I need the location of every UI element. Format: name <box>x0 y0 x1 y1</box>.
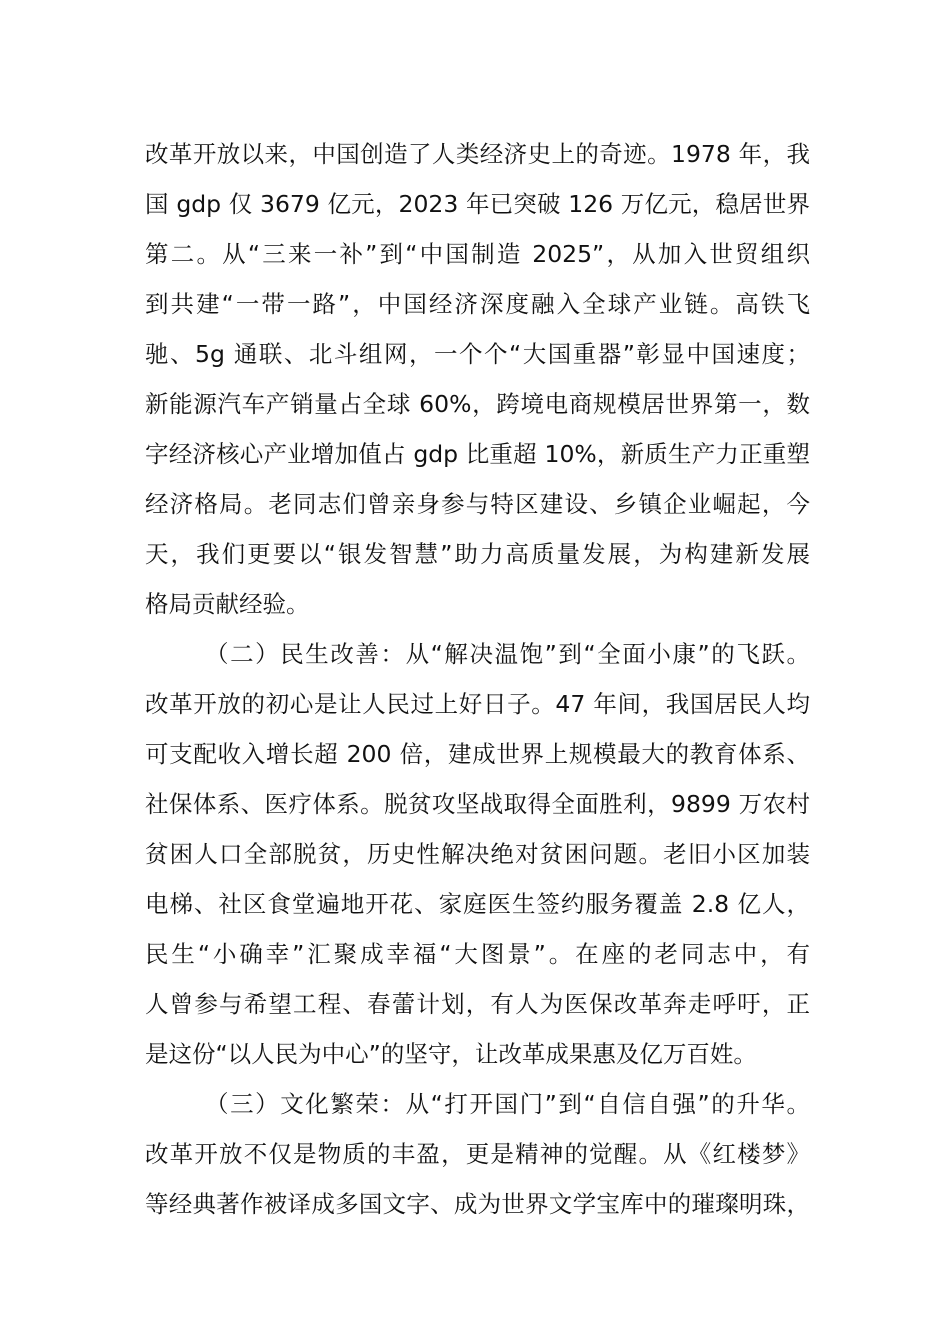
text-line: 贫困人口全部脱贫，历史性解决绝对贫困问题。老旧小区加装 <box>145 840 810 868</box>
paragraph-livelihood <box>145 629 810 1079</box>
text-line: 民生“小确幸”汇聚成幸福“大图景”。在座的老同志中，有 <box>145 940 810 968</box>
text-line: 社保体系、医疗体系。脱贫攻坚战取得全面胜利，9899 万农村 <box>145 790 810 818</box>
text-line: 第二。从“三来一补”到“中国制造 2025”，从加入世贸组织 <box>145 240 810 268</box>
text-line: 经济格局。老同志们曾亲身参与特区建设、乡镇企业崛起，今 <box>145 490 810 518</box>
section-heading-culture: （三）文化繁荣：从“打开国门”到“自信自强”的升华。 <box>205 1090 810 1118</box>
text-line: 改革开放的初心是让人民过上好日子。47 年间，我国居民人均 <box>145 690 810 718</box>
text-line: 到共建“一带一路”，中国经济深度融入全球产业链。高铁飞 <box>145 290 810 318</box>
text-line: 国 gdp 仅 3679 亿元，2023 年已突破 126 万亿元，稳居世界 <box>145 190 810 218</box>
text-line: 新能源汽车产销量占全球 60%，跨境电商规模居世界第一，数 <box>145 390 810 418</box>
text-line: 字经济核心产业增加值占 gdp 比重超 10%，新质生产力正重塑 <box>145 440 810 468</box>
text-line: 人曾参与希望工程、春蕾计划，有人为医保改革奔走呼吁，正 <box>145 990 810 1018</box>
text-line: 可支配收入增长超 200 倍，建成世界上规模最大的教育体系、 <box>145 740 810 768</box>
text-line: 改革开放以来，中国创造了人类经济史上的奇迹。1978 年，我 <box>145 140 810 168</box>
text-line: 天，我们更要以“银发智慧”助力高质量发展，为构建新发展 <box>145 540 810 568</box>
paragraph-culture <box>145 1079 810 1229</box>
paragraph-economy <box>145 129 810 629</box>
text-line: 电梯、社区食堂遍地开花、家庭医生签约服务覆盖 2.8 亿人， <box>145 890 810 918</box>
text-line: 改革开放不仅是物质的丰盈，更是精神的觉醒。从《红楼梦》 <box>145 1140 810 1168</box>
text-line: 驰、5g 通联、北斗组网，一个个“大国重器”彰显中国速度； <box>145 340 810 368</box>
text-line: 格局贡献经验。 <box>145 590 310 618</box>
section-heading-livelihood: （二）民生改善：从“解决温饱”到“全面小康”的飞跃。 <box>205 640 810 668</box>
document-body <box>145 129 810 1229</box>
text-line: 等经典著作被译成多国文字、成为世界文学宝库中的璀璨明珠， <box>145 1190 810 1218</box>
text-line: 是这份“以人民为中心”的坚守，让改革成果惠及亿万百姓。 <box>145 1040 757 1068</box>
